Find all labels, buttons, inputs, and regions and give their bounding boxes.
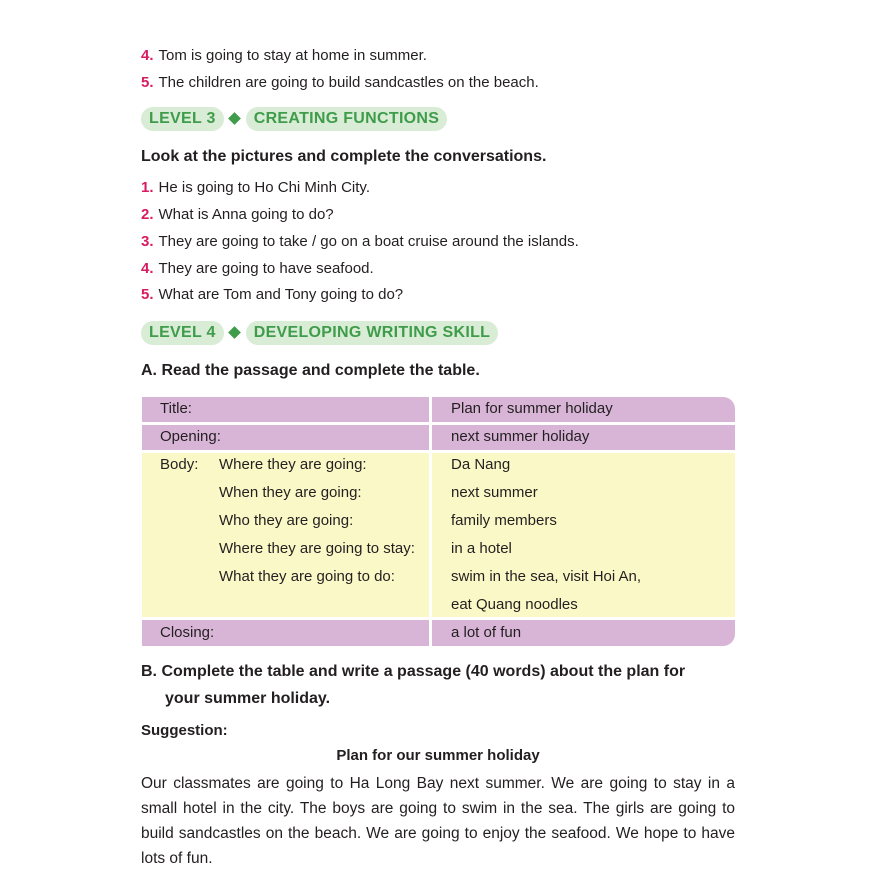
body-row-label: Where they are going: — [219, 456, 367, 473]
passage-title: Plan for our summer holiday — [336, 747, 540, 764]
item-number: 1. — [141, 179, 154, 196]
conversation-item — [141, 285, 403, 305]
level-3-header — [141, 107, 447, 131]
closing-value: a lot of fun — [451, 624, 522, 641]
level-3-title: CREATING FUNCTIONS — [246, 107, 448, 131]
section-a-heading: A. Read the passage and complete the table. — [141, 362, 480, 379]
body-row-value: Da Nang — [451, 456, 511, 473]
diamond-bullet-icon — [228, 112, 242, 126]
level-4-label: LEVEL 4 — [141, 321, 224, 345]
body-row-label: When they are going: — [219, 484, 362, 501]
item-number: 5. — [141, 74, 154, 91]
conversation-item — [141, 205, 334, 225]
opening-value: next summer holiday — [451, 428, 590, 445]
body-row-value: eat Quang noodles — [451, 596, 578, 613]
body-row-value: family members — [451, 512, 557, 529]
opening-label: Opening: — [160, 428, 221, 445]
body-row-label: Who they are going: — [219, 512, 354, 529]
suggestion-label: Suggestion: — [141, 722, 228, 739]
item-number: 4. — [141, 47, 154, 64]
answer-item — [141, 73, 539, 93]
body-label: Body: — [160, 456, 199, 473]
body-row-value: in a hotel — [451, 540, 512, 557]
item-number: 3. — [141, 233, 154, 250]
table-row-closing — [142, 620, 735, 646]
conversation-item — [141, 178, 370, 198]
body-row-value: swim in the sea, visit Hoi An, — [451, 568, 642, 585]
passage-text: Our classmates are going to Ha Long Bay next summer. We are going to stay in a small hotel in the city. The boys are going to swim in the sea. The girls are going to build sandcastles on the beach. We are going to enjoy the seafood. We hope to have lots of fun. — [141, 775, 735, 867]
section-b-heading-line2: your summer holiday. — [165, 690, 331, 707]
closing-label: Closing: — [160, 624, 215, 641]
item-text: What are Tom and Tony going to do? — [158, 286, 404, 303]
level-4-title: DEVELOPING WRITING SKILL — [246, 321, 499, 345]
section-b-heading-line1: B. Complete the table and write a passage (40 words) about the plan for — [141, 663, 686, 680]
item-text: What is Anna going to do? — [158, 206, 334, 223]
title-value: Plan for summer holiday — [451, 400, 613, 417]
table-row-body — [142, 453, 735, 617]
title-label: Title: — [160, 400, 192, 417]
item-text: Tom is going to stay at home in summer. — [158, 47, 427, 64]
body-row-label: What they are going to do: — [219, 568, 395, 585]
table-row-opening — [142, 425, 735, 450]
conversation-item — [141, 232, 579, 252]
answer-item — [141, 46, 427, 66]
item-text: The children are going to build sandcastles on the beach. — [158, 74, 539, 91]
level-3-label: LEVEL 3 — [141, 107, 224, 131]
table-row-title — [142, 397, 735, 422]
body-row-label: Where they are going to stay: — [219, 540, 415, 557]
item-text: They are going to have seafood. — [158, 260, 374, 277]
item-number: 2. — [141, 206, 154, 223]
instruction-heading: Look at the pictures and complete the conversations. — [141, 148, 547, 165]
body-row-value: next summer — [451, 484, 538, 501]
conversation-item — [141, 259, 374, 279]
diamond-bullet-icon — [228, 326, 242, 340]
item-number: 4. — [141, 260, 154, 277]
item-number: 5. — [141, 286, 154, 303]
item-text: They are going to take / go on a boat cruise around the islands. — [158, 233, 579, 250]
item-text: He is going to Ho Chi Minh City. — [158, 179, 370, 196]
level-4-header — [141, 321, 498, 345]
